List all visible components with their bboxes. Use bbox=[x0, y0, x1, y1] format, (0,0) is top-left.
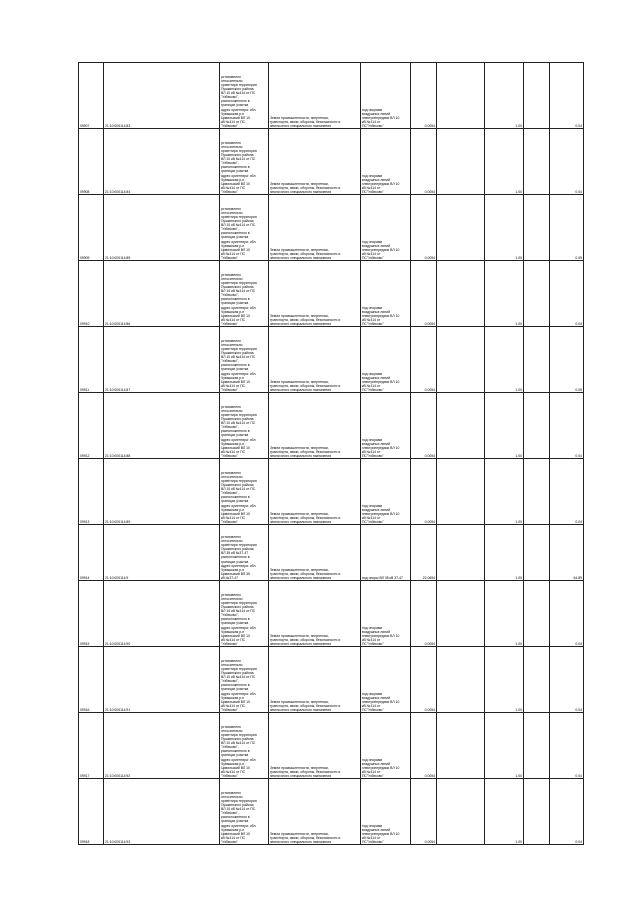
permitted-use: под опорами воздушных линий электропередачи ВЛ 10 кВ №414 от ПС"Узбеково" bbox=[361, 129, 411, 195]
empty-cell bbox=[524, 63, 550, 129]
empty-cell bbox=[524, 393, 550, 459]
row-id: 09913 bbox=[79, 459, 104, 525]
row-id: 09908 bbox=[79, 129, 104, 195]
permitted-use: под опорами воздушных линий электропередачи ВЛ 10 кВ №414 от ПС"Узбеково" bbox=[361, 327, 411, 393]
cadastral-number: 21:10:000114:90 bbox=[104, 581, 220, 647]
area-value: 0.0054 bbox=[411, 327, 437, 393]
empty-cell bbox=[437, 647, 485, 713]
area-value: 22.0654 bbox=[411, 525, 437, 581]
coefficient-value: 1.00 bbox=[485, 779, 524, 845]
table-row bbox=[79, 779, 584, 845]
location-description: установлено относительно ориентира территория Пушкинского района ВЛ 10 кВ №414 от ПС "Узбеково", расположенного в границах участка адрес ориентира: обл. Чувашская р-н Цивильский ВЛ 10 кВ №414 от ПС "Узбеково" bbox=[220, 779, 269, 845]
cadastral-number: 21:10:000114:91 bbox=[104, 647, 220, 713]
cadastral-number: 21:10:000114:85 bbox=[104, 195, 220, 261]
area-value: 0.0054 bbox=[411, 393, 437, 459]
table-row bbox=[79, 63, 584, 129]
cadastral-number: 21:10:000114:89 bbox=[104, 459, 220, 525]
land-category: Земли промышленности, энергетики, транспорта, связи, обороны, безопасности и земли иного специального назначения bbox=[269, 647, 361, 713]
location-description: установлено относительно ориентира территория Пушкинского района ВЛ 10 кВ №414 от ПС "Узбеково", расположенного в границах участка адрес ориентира: обл. Чувашская р-н Цивильский ВЛ 10 кВ №414 от ПС "Узбеково" bbox=[220, 261, 269, 327]
location-description: установлено относительно ориентира территория Пушкинского района ВЛ 35 кВ №37-47 расположенного в границах участка адрес ориентира: обл. Чувашская р-н Цивильский ВЛ 35 кВ №37-47 bbox=[220, 525, 269, 581]
empty-cell bbox=[437, 195, 485, 261]
location-description: установлено относительно ориентира территория Пушкинского района ВЛ 10 кВ №414 от ПС "Узбеково", расположенного в границах участка адрес ориентира: обл. Чувашская р-н Цивильский ВЛ 10 кВ №414 от ПС "Узбеково" bbox=[220, 581, 269, 647]
empty-cell bbox=[524, 779, 550, 845]
empty-cell bbox=[437, 129, 485, 195]
land-category: Земли промышленности, энергетики, транспорта, связи, обороны, безопасности и земли иного специального назначения bbox=[269, 261, 361, 327]
row-id: 09916 bbox=[79, 647, 104, 713]
sum-value: 0.04 bbox=[550, 647, 584, 713]
coefficient-value: 1.00 bbox=[485, 581, 524, 647]
coefficient-value: 1.00 bbox=[485, 459, 524, 525]
empty-cell bbox=[524, 327, 550, 393]
permitted-use: под опорами воздушных линий электропередачи ВЛ 10 кВ №414 от ПС"Узбеково" bbox=[361, 713, 411, 779]
cadastral-number: 21:10:000114:93 bbox=[104, 779, 220, 845]
location-description: установлено относительно ориентира территория Пушкинского района ВЛ 10 кВ №414 от ПС "Узбеково", расположенного в границах участка адрес ориентира: обл. Чувашская р-н Цивильский ВЛ 10 кВ №414 от ПС "Узбеково" bbox=[220, 713, 269, 779]
location-description: установлено относительно ориентира территория Пушкинского района ВЛ 10 кВ №414 от ПС "Узбеково", расположенного в границах участка адрес ориентира: обл. Чувашская р-н Цивильский ВЛ 10 кВ №414 от ПС "Узбеково" bbox=[220, 195, 269, 261]
sum-value: 0.04 bbox=[550, 129, 584, 195]
land-category: Земли промышленности, энергетики, транспорта, связи, обороны, безопасности и земли иного специального назначения bbox=[269, 459, 361, 525]
empty-cell bbox=[524, 261, 550, 327]
location-description: установлено относительно ориентира территория Пушкинского района ВЛ 10 кВ №414 от ПС "Узбеково", расположенного в границах участка адрес ориентира: обл. Чувашская р-н Цивильский ВЛ 10 кВ №414 от ПС "Узбеково" bbox=[220, 63, 269, 129]
area-value: 0.0054 bbox=[411, 779, 437, 845]
sum-value: 0.04 bbox=[550, 581, 584, 647]
table-row bbox=[79, 261, 584, 327]
coefficient-value: 1.00 bbox=[485, 647, 524, 713]
table-row bbox=[79, 327, 584, 393]
empty-cell bbox=[524, 459, 550, 525]
row-id: 09912 bbox=[79, 393, 104, 459]
table-row bbox=[79, 581, 584, 647]
area-value: 0.0054 bbox=[411, 713, 437, 779]
empty-cell bbox=[437, 261, 485, 327]
land-category: Земли промышленности, энергетики, транспорта, связи, обороны, безопасности и земли иного специального назначения bbox=[269, 129, 361, 195]
sum-value: 0.04 bbox=[550, 393, 584, 459]
land-category: Земли промышленности, энергетики, транспорта, связи, обороны, безопасности и земли иного специального назначения bbox=[269, 327, 361, 393]
area-value: 0.0054 bbox=[411, 459, 437, 525]
row-id: 09918 bbox=[79, 779, 104, 845]
sum-value: 0.05 bbox=[550, 327, 584, 393]
empty-cell bbox=[524, 525, 550, 581]
land-category: Земли промышленности, энергетики, транспорта, связи, обороны, безопасности и земли иного специального назначения bbox=[269, 525, 361, 581]
row-id: 09910 bbox=[79, 261, 104, 327]
sum-value: 0.04 bbox=[550, 459, 584, 525]
sum-value: 0.04 bbox=[550, 63, 584, 129]
row-id: 09915 bbox=[79, 581, 104, 647]
land-category: Земли промышленности, энергетики, транспорта, связи, обороны, безопасности и земли иного специального назначения bbox=[269, 195, 361, 261]
cadastral-number: 21:10:000114:86 bbox=[104, 261, 220, 327]
permitted-use: под опорами воздушных линий электропередачи ВЛ 10 кВ №414 от ПС"Узбеково" bbox=[361, 393, 411, 459]
sum-value: 0.05 bbox=[550, 195, 584, 261]
row-id: 09907 bbox=[79, 63, 104, 129]
location-description: установлено относительно ориентира территория Пушкинского района ВЛ 10 кВ №414 от ПС "Узбеково", расположенного в границах участка адрес ориентира: обл. Чувашская р-н Цивильский ВЛ 10 кВ №414 от ПС "Узбеково" bbox=[220, 327, 269, 393]
table-row bbox=[79, 525, 584, 581]
cadastral-number: 21:10:000114:87 bbox=[104, 327, 220, 393]
cadastral-number: 21:10:000114:9 bbox=[104, 525, 220, 581]
area-value: 0.0054 bbox=[411, 261, 437, 327]
empty-cell bbox=[437, 713, 485, 779]
document-table bbox=[78, 62, 584, 845]
table-row bbox=[79, 129, 584, 195]
location-description: установлено относительно ориентира территория Пушкинского района ВЛ 10 кВ №414 от ПС "Узбеково", расположенного в границах участка адрес ориентира: обл. Чувашская р-н Цивильский ВЛ 10 кВ №414 от ПС "Узбеково" bbox=[220, 459, 269, 525]
coefficient-value: 1.00 bbox=[485, 129, 524, 195]
land-category: Земли промышленности, энергетики, транспорта, связи, обороны, безопасности и земли иного специального назначения bbox=[269, 63, 361, 129]
permitted-use: под опорами воздушных линий электропередачи ВЛ 10 кВ №414 от ПС"Узбеково" bbox=[361, 779, 411, 845]
cadastral-number: 21:10:000114:83 bbox=[104, 63, 220, 129]
empty-cell bbox=[437, 393, 485, 459]
land-category: Земли промышленности, энергетики, транспорта, связи, обороны, безопасности и земли иного специального назначения bbox=[269, 779, 361, 845]
table-row bbox=[79, 459, 584, 525]
land-category: Земли промышленности, энергетики, транспорта, связи, обороны, безопасности и земли иного специального назначения bbox=[269, 581, 361, 647]
coefficient-value: 1.00 bbox=[485, 261, 524, 327]
permitted-use: под опорами воздушных линий электропередачи ВЛ 10 кВ №414 от ПС"Узбеково" bbox=[361, 261, 411, 327]
table-row bbox=[79, 195, 584, 261]
row-id: 09911 bbox=[79, 327, 104, 393]
row-id: 09914 bbox=[79, 525, 104, 581]
coefficient-value: 1.00 bbox=[485, 713, 524, 779]
table-body bbox=[79, 63, 584, 845]
area-value: 0.0054 bbox=[411, 581, 437, 647]
sum-value: 64.89 bbox=[550, 525, 584, 581]
empty-cell bbox=[524, 581, 550, 647]
permitted-use: под опорами воздушных линий электропередачи ВЛ 10 кВ №414 от ПС"Узбеково" bbox=[361, 195, 411, 261]
empty-cell bbox=[437, 779, 485, 845]
coefficient-value: 1.00 bbox=[485, 393, 524, 459]
area-value: 0.0054 bbox=[411, 195, 437, 261]
empty-cell bbox=[437, 581, 485, 647]
empty-cell bbox=[524, 713, 550, 779]
permitted-use: под опорами воздушных линий электропередачи ВЛ 10 кВ №414 от ПС"Узбеково" bbox=[361, 459, 411, 525]
sum-value: 0.04 bbox=[550, 261, 584, 327]
permitted-use: под опорами воздушных линий электропередачи ВЛ 10 кВ №414 от ПС"Узбеково" bbox=[361, 647, 411, 713]
permitted-use: под опоры ВЛ 35 кВ 37-47 bbox=[361, 525, 411, 581]
empty-cell bbox=[437, 525, 485, 581]
empty-cell bbox=[524, 195, 550, 261]
row-id: 09917 bbox=[79, 713, 104, 779]
table-row bbox=[79, 713, 584, 779]
cadastral-number: 21:10:000114:84 bbox=[104, 129, 220, 195]
location-description: установлено относительно ориентира территория Пушкинского района ВЛ 10 кВ №414 от ПС "Узбеково", расположенного в границах участка адрес ориентира: обл. Чувашская р-н Цивильский ВЛ 10 кВ №414 от ПС "Узбеково" bbox=[220, 647, 269, 713]
area-value: 0.0054 bbox=[411, 129, 437, 195]
coefficient-value: 1.00 bbox=[485, 63, 524, 129]
location-description: установлено относительно ориентира территория Пушкинского района ВЛ 10 кВ №414 от ПС "Узбеково", расположенного в границах участка адрес ориентира: обл. Чувашская р-н Цивильский ВЛ 10 кВ №414 от ПС "Узбеково" bbox=[220, 393, 269, 459]
empty-cell bbox=[437, 63, 485, 129]
empty-cell bbox=[437, 459, 485, 525]
permitted-use: под опорами воздушных линий электропередачи ВЛ 10 кВ №414 от ПС"Узбеково" bbox=[361, 581, 411, 647]
cadastral-number: 21:10:000114:92 bbox=[104, 713, 220, 779]
permitted-use: под опорами воздушных линий электропередачи ВЛ 10 кВ №414 от ПС"Узбеково" bbox=[361, 63, 411, 129]
sum-value: 0.04 bbox=[550, 779, 584, 845]
area-value: 0.0054 bbox=[411, 63, 437, 129]
coefficient-value: 1.00 bbox=[485, 327, 524, 393]
coefficient-value: 1.00 bbox=[485, 195, 524, 261]
row-id: 09909 bbox=[79, 195, 104, 261]
cadastral-number: 21:10:000114:88 bbox=[104, 393, 220, 459]
table-row bbox=[79, 647, 584, 713]
empty-cell bbox=[524, 129, 550, 195]
location-description: установлено относительно ориентира территория Пушкинского района ВЛ 10 кВ №414 от ПС "Узбеково", расположенного в границах участка адрес ориентира: обл. Чувашская р-н Цивильский ВЛ 10 кВ №414 от ПС "Узбеково" bbox=[220, 129, 269, 195]
table-row bbox=[79, 393, 584, 459]
land-category: Земли промышленности, энергетики, транспорта, связи, обороны, безопасности и земли иного специального назначения bbox=[269, 713, 361, 779]
land-category: Земли промышленности, энергетики, транспорта, связи, обороны, безопасности и земли иного специального назначения bbox=[269, 393, 361, 459]
area-value: 0.0054 bbox=[411, 647, 437, 713]
sum-value: 0.04 bbox=[550, 713, 584, 779]
empty-cell bbox=[524, 647, 550, 713]
coefficient-value: 1.00 bbox=[485, 525, 524, 581]
empty-cell bbox=[437, 327, 485, 393]
